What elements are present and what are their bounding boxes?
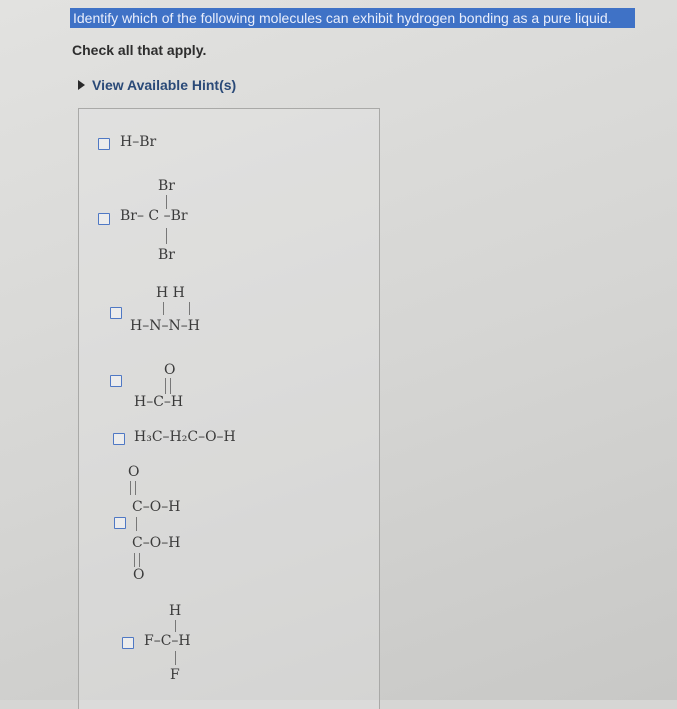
molecule-hydrazine-main: H–N–N–H xyxy=(130,318,200,334)
molecule-cbr4-top: Br xyxy=(158,178,175,194)
molecule-fluoromethane-bottom: F xyxy=(170,667,180,683)
molecule-fluoromethane-top: H xyxy=(169,603,182,619)
bond-line xyxy=(166,228,167,244)
checkbox-fluoromethane[interactable] xyxy=(122,637,134,649)
checkbox-hydrazine[interactable] xyxy=(110,307,122,319)
bond-line xyxy=(163,302,164,315)
checkbox-hbr[interactable] xyxy=(98,138,110,150)
bond-line xyxy=(175,651,176,665)
double-bond xyxy=(134,553,140,567)
molecule-formaldehyde-main: H–C–H xyxy=(134,394,184,410)
expand-triangle-icon xyxy=(78,80,85,90)
double-bond xyxy=(165,378,171,394)
view-hints-label: View Available Hint(s) xyxy=(92,77,237,93)
checkbox-ethanol[interactable] xyxy=(113,433,125,445)
molecule-hydrazine-top: H H xyxy=(156,285,185,301)
molecule-formaldehyde-top: O xyxy=(164,362,176,378)
instruction-text: Check all that apply. xyxy=(72,42,207,58)
molecule-oxalic-row2: C–O–H xyxy=(132,535,181,551)
checkbox-cbr4[interactable] xyxy=(98,213,110,225)
answer-options-box xyxy=(78,108,380,709)
molecule-oxalic-row1: C–O–H xyxy=(132,499,181,515)
molecule-oxalic-bottom: O xyxy=(133,567,145,583)
bond-line xyxy=(175,620,176,632)
molecule-fluoromethane-main: F–C–H xyxy=(144,633,191,649)
molecule-hbr-label: H–Br xyxy=(120,134,157,150)
view-hints-link[interactable] xyxy=(78,77,236,93)
double-bond xyxy=(130,481,136,495)
question-text: Identify which of the following molecules can exhibit hydrogen bonding as a pure liquid. xyxy=(70,8,635,28)
molecule-ethanol-label: H₃C–H₂C–O–H xyxy=(134,429,236,445)
bond-line xyxy=(189,302,190,315)
molecule-oxalic-top: O xyxy=(128,464,140,480)
checkbox-formaldehyde[interactable] xyxy=(110,375,122,387)
molecule-cbr4-bottom: Br xyxy=(158,247,175,263)
bond-line xyxy=(136,517,137,531)
bond-line xyxy=(166,195,167,209)
molecule-cbr4-main: Br– C –Br xyxy=(120,208,188,224)
checkbox-oxalic-acid[interactable] xyxy=(114,517,126,529)
